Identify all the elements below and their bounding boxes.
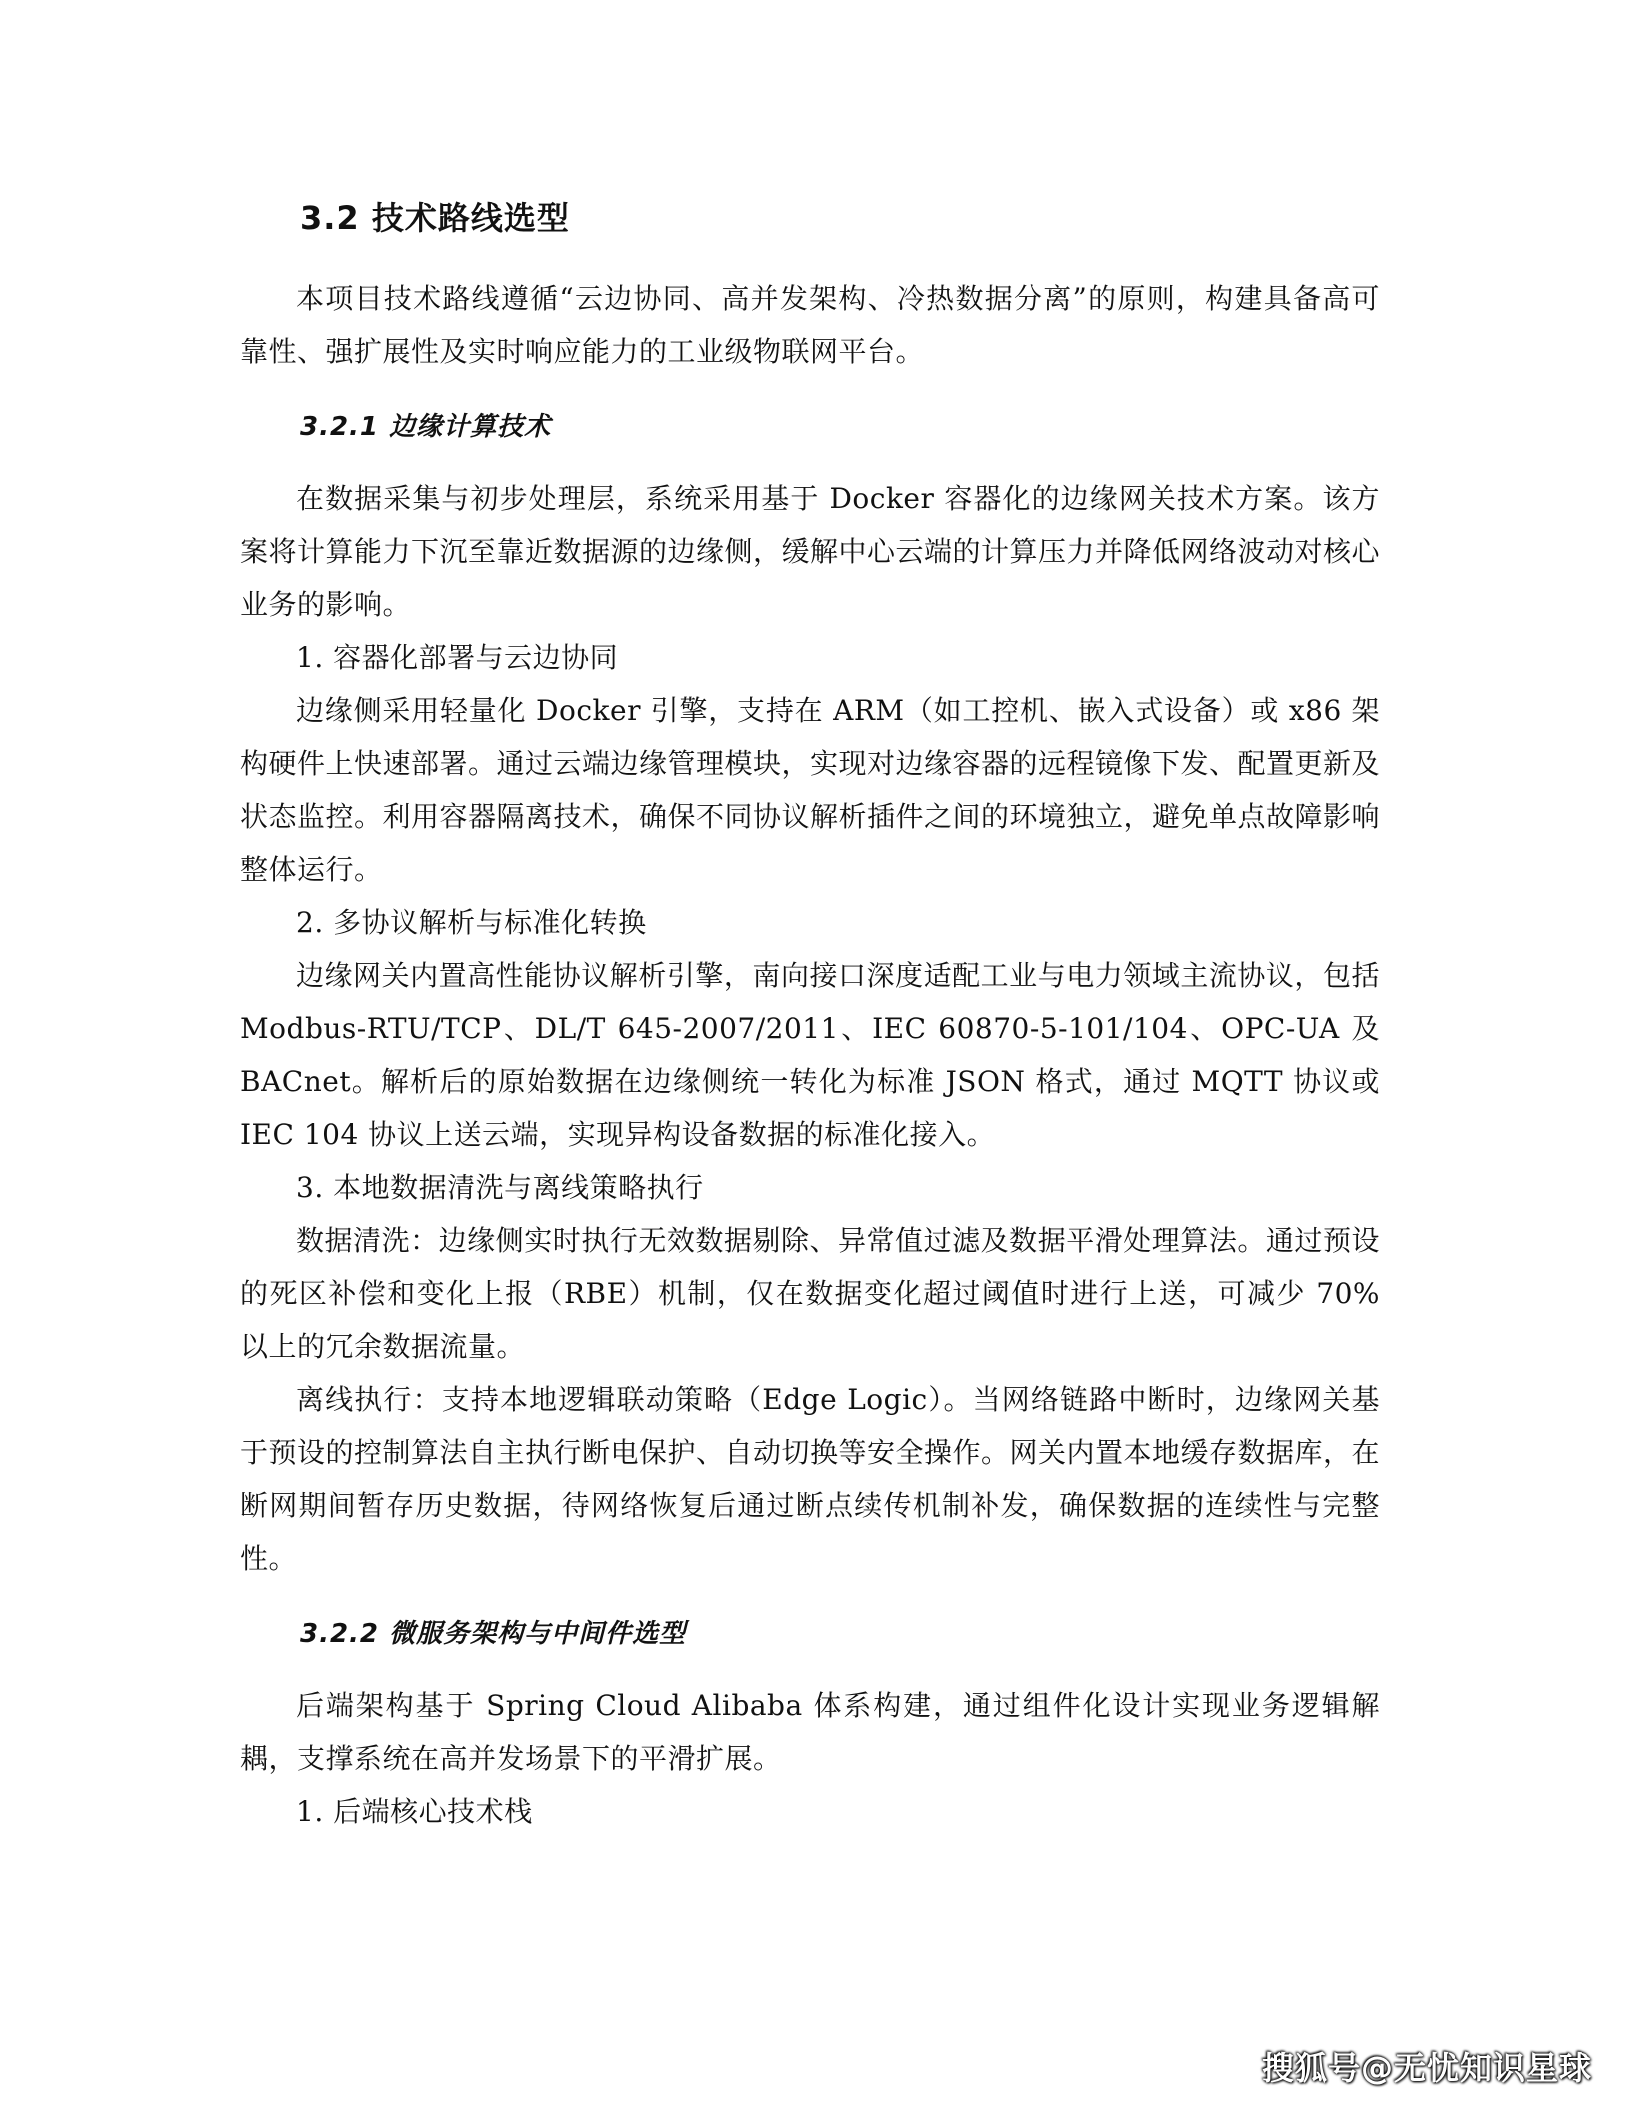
watermark-text: 搜狐号@无忧知识星球 <box>1261 2049 1592 2087</box>
section-title: 3.2 技术路线选型 <box>300 199 570 237</box>
list-heading-backend-stack: 1. 后端核心技术栈 <box>296 1795 533 1828</box>
list-heading-data-cleaning: 3. 本地数据清洗与离线策略执行 <box>296 1171 704 1204</box>
list-heading-container-deployment: 1. 容器化部署与云边协同 <box>296 641 619 674</box>
edge-computing-intro-paragraph: 在数据采集与初步处理层，系统采用基于 Docker 容器化的边缘网关技术方案。该方案将计算能力下沉至靠近数据源的边缘侧，缓解中心云端的计算压力并降低网络波动对核心业务的影响。 <box>240 482 1381 621</box>
document-body <box>240 190 1380 1838</box>
list-heading-protocol-parsing: 2. 多协议解析与标准化转换 <box>296 906 647 939</box>
microservices-intro-paragraph: 后端架构基于 Spring Cloud Alibaba 体系构建，通过组件化设计实现业务逻辑解耦，支撑系统在高并发场景下的平滑扩展。 <box>240 1689 1380 1775</box>
data-cleaning-paragraph: 数据清洗：边缘侧实时执行无效数据剔除、异常值过滤及数据平滑处理算法。通过预设的死区补偿和变化上报（RBE）机制，仅在数据变化超过阈值时进行上送，可减少 70% 以上的冗余数据流量。 <box>240 1224 1380 1363</box>
offline-execution-paragraph: 离线执行：支持本地逻辑联动策略（Edge Logic）。当网络链路中断时，边缘网关基于预设的控制算法自主执行断电保护、自动切换等安全操作。网关内置本地缓存数据库，在断网期间暂存历史数据，待网络恢复后通过断点续传机制补发，确保数据的连续性与完整性。 <box>240 1383 1381 1575</box>
protocol-parsing-paragraph: 边缘网关内置高性能协议解析引擎，南向接口深度适配工业与电力领域主流协议，包括 Modbus-RTU/TCP、DL/T 645-2007/2011、IEC 60870-5-101/104、OPC-UA 及 BACnet。解析后的原始数据在边缘侧统一转化为标准 JSON 格式，通过 MQTT 协议或 IEC 104 协议上送云端，实现异构设备数据的标准化接入。 <box>240 959 1380 1151</box>
section-intro-paragraph: 本项目技术路线遵循“云边协同、高并发架构、冷热数据分离”的原则，构建具备高可靠性、强扩展性及实时响应能力的工业级物联网平台。 <box>240 282 1380 368</box>
subsection-title-microservices: 3.2.2 微服务架构与中间件选型 <box>300 1619 687 1649</box>
container-deployment-paragraph: 边缘侧采用轻量化 Docker 引擎，支持在 ARM（如工控机、嵌入式设备）或 x86 架构硬件上快速部署。通过云端边缘管理模块，实现对边缘容器的远程镜像下发、配置更新及状态监控。利用容器隔离技术，确保不同协议解析插件之间的环境独立，避免单点故障影响整体运行。 <box>240 694 1381 886</box>
subsection-title-edge-computing: 3.2.1 边缘计算技术 <box>300 412 552 442</box>
